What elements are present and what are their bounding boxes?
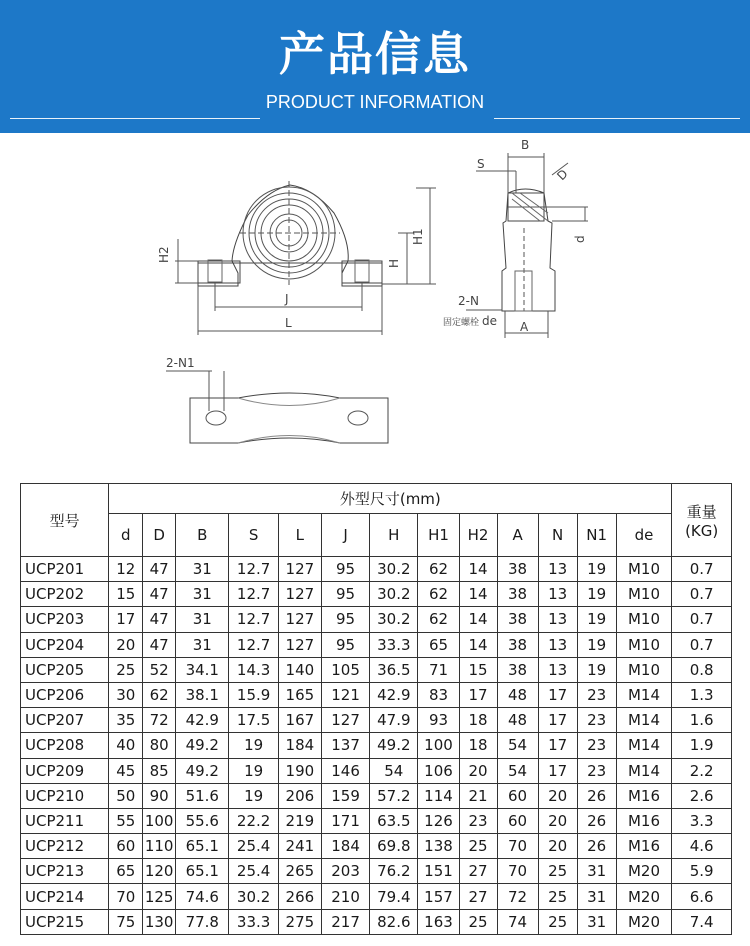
value-cell: 70	[109, 884, 143, 909]
value-cell: 151	[418, 859, 459, 884]
value-cell: 62	[418, 557, 459, 582]
value-cell: M14	[616, 733, 672, 758]
value-cell: 31	[176, 607, 229, 632]
page-subtitle: PRODUCT INFORMATION	[265, 92, 485, 112]
value-cell: 17	[538, 758, 577, 783]
model-cell: UCP207	[21, 708, 109, 733]
value-cell: 17	[538, 733, 577, 758]
value-cell: 22.2	[229, 808, 278, 833]
table-row	[21, 758, 732, 783]
column-header: S	[229, 514, 278, 557]
value-cell: 62	[418, 607, 459, 632]
value-cell: 26	[577, 834, 616, 859]
value-cell: 47	[143, 607, 176, 632]
column-header: L	[278, 514, 321, 557]
table-row	[21, 884, 732, 909]
value-cell: 210	[321, 884, 369, 909]
label-d: d	[573, 235, 587, 243]
label-l: L	[285, 316, 292, 330]
value-cell: 15	[459, 657, 497, 682]
value-cell: 25	[538, 884, 577, 909]
table-row	[21, 808, 732, 833]
value-cell: 203	[321, 859, 369, 884]
value-cell: 25	[538, 859, 577, 884]
weight-cell: 0.7	[672, 557, 732, 582]
divider-right	[494, 118, 740, 119]
value-cell: 83	[418, 682, 459, 707]
value-cell: 125	[143, 884, 176, 909]
value-cell: 25	[459, 834, 497, 859]
value-cell: 72	[143, 708, 176, 733]
value-cell: 13	[538, 582, 577, 607]
value-cell: M16	[616, 808, 672, 833]
value-cell: 15.9	[229, 682, 278, 707]
value-cell: 114	[418, 783, 459, 808]
value-cell: 27	[459, 859, 497, 884]
value-cell: 75	[109, 909, 143, 934]
column-header: N1	[577, 514, 616, 557]
value-cell: 74.6	[176, 884, 229, 909]
value-cell: 110	[143, 834, 176, 859]
value-cell: 20	[538, 783, 577, 808]
value-cell: 74	[497, 909, 538, 934]
value-cell: 146	[321, 758, 369, 783]
value-cell: 65	[109, 859, 143, 884]
value-cell: 25	[109, 657, 143, 682]
value-cell: 167	[278, 708, 321, 733]
value-cell: 54	[497, 758, 538, 783]
weight-cell: 4.6	[672, 834, 732, 859]
value-cell: M10	[616, 657, 672, 682]
value-cell: 95	[321, 582, 369, 607]
value-cell: 45	[109, 758, 143, 783]
value-cell: 31	[176, 632, 229, 657]
value-cell: 72	[497, 884, 538, 909]
value-cell: 19	[577, 632, 616, 657]
value-cell: 38	[497, 557, 538, 582]
model-cell: UCP214	[21, 884, 109, 909]
page-title: 产品信息	[279, 27, 471, 81]
value-cell: 34.1	[176, 657, 229, 682]
value-cell: 100	[418, 733, 459, 758]
technical-drawing	[0, 133, 750, 478]
label-h1: H1	[411, 228, 425, 245]
value-cell: 36.5	[370, 657, 418, 682]
header-weight	[672, 484, 732, 557]
value-cell: 120	[143, 859, 176, 884]
value-cell: 138	[418, 834, 459, 859]
value-cell: 19	[229, 758, 278, 783]
value-cell: 163	[418, 909, 459, 934]
value-cell: 65.1	[176, 859, 229, 884]
model-cell: UCP215	[21, 909, 109, 934]
value-cell: 20	[538, 808, 577, 833]
weight-cell: 1.3	[672, 682, 732, 707]
value-cell: 127	[278, 582, 321, 607]
value-cell: M16	[616, 834, 672, 859]
table-row	[21, 909, 732, 934]
label-2n1: 2-N1	[166, 356, 195, 370]
header-dimensions: 外型尺寸(mm)	[109, 484, 672, 514]
weight-cell: 2.6	[672, 783, 732, 808]
label-bolt: 固定螺栓	[443, 318, 480, 328]
value-cell: 26	[577, 808, 616, 833]
value-cell: 219	[278, 808, 321, 833]
value-cell: 38.1	[176, 682, 229, 707]
label-j: J	[285, 292, 289, 306]
table-row	[21, 733, 732, 758]
value-cell: 31	[176, 557, 229, 582]
value-cell: 62	[418, 582, 459, 607]
divider-left	[10, 118, 260, 119]
value-cell: 80	[143, 733, 176, 758]
value-cell: M20	[616, 884, 672, 909]
value-cell: 33.3	[229, 909, 278, 934]
label-s: S	[477, 157, 485, 171]
value-cell: 23	[577, 682, 616, 707]
column-header: A	[497, 514, 538, 557]
value-cell: 95	[321, 557, 369, 582]
value-cell: 47.9	[370, 708, 418, 733]
value-cell: 30.2	[370, 557, 418, 582]
column-header: de	[616, 514, 672, 557]
value-cell: 60	[497, 783, 538, 808]
column-header: d	[109, 514, 143, 557]
model-cell: UCP201	[21, 557, 109, 582]
table-row	[21, 859, 732, 884]
model-cell: UCP203	[21, 607, 109, 632]
value-cell: 31	[577, 884, 616, 909]
column-header: J	[321, 514, 369, 557]
value-cell: 17	[538, 682, 577, 707]
value-cell: 35	[109, 708, 143, 733]
value-cell: 27	[459, 884, 497, 909]
table-row	[21, 632, 732, 657]
value-cell: 71	[418, 657, 459, 682]
value-cell: 127	[278, 557, 321, 582]
value-cell: 38	[497, 657, 538, 682]
table-row	[21, 607, 732, 632]
value-cell: 65.1	[176, 834, 229, 859]
header-banner	[0, 0, 750, 133]
value-cell: 12.7	[229, 607, 278, 632]
value-cell: 14	[459, 632, 497, 657]
value-cell: 19	[577, 607, 616, 632]
value-cell: 19	[577, 657, 616, 682]
value-cell: M20	[616, 859, 672, 884]
weight-cell: 2.2	[672, 758, 732, 783]
value-cell: 33.3	[370, 632, 418, 657]
value-cell: 60	[109, 834, 143, 859]
table-row	[21, 682, 732, 707]
model-cell: UCP202	[21, 582, 109, 607]
value-cell: 121	[321, 682, 369, 707]
value-cell: 184	[321, 834, 369, 859]
column-header: B	[176, 514, 229, 557]
value-cell: 60	[497, 808, 538, 833]
value-cell: 26	[577, 783, 616, 808]
weight-cell: 1.6	[672, 708, 732, 733]
value-cell: 19	[577, 582, 616, 607]
spec-table	[20, 483, 732, 935]
value-cell: 266	[278, 884, 321, 909]
value-cell: 30	[109, 682, 143, 707]
value-cell: 127	[321, 708, 369, 733]
value-cell: 20	[538, 834, 577, 859]
value-cell: 30.2	[370, 607, 418, 632]
value-cell: 47	[143, 632, 176, 657]
value-cell: 69.8	[370, 834, 418, 859]
weight-cell: 0.8	[672, 657, 732, 682]
value-cell: 49.2	[176, 758, 229, 783]
side-view	[466, 153, 588, 338]
label-b: B	[521, 138, 530, 152]
value-cell: 38	[497, 607, 538, 632]
value-cell: M14	[616, 758, 672, 783]
column-header-row	[21, 514, 732, 557]
model-cell: UCP206	[21, 682, 109, 707]
value-cell: 159	[321, 783, 369, 808]
value-cell: 13	[538, 632, 577, 657]
value-cell: 265	[278, 859, 321, 884]
front-view	[175, 181, 436, 335]
value-cell: 38	[497, 632, 538, 657]
table-row	[21, 582, 732, 607]
table-row	[21, 783, 732, 808]
value-cell: 49.2	[370, 733, 418, 758]
value-cell: 127	[278, 607, 321, 632]
value-cell: 65	[418, 632, 459, 657]
value-cell: 70	[497, 859, 538, 884]
value-cell: 13	[538, 657, 577, 682]
value-cell: 23	[577, 708, 616, 733]
value-cell: 40	[109, 733, 143, 758]
value-cell: 55	[109, 808, 143, 833]
value-cell: 54	[370, 758, 418, 783]
column-header: H1	[418, 514, 459, 557]
column-header: H	[370, 514, 418, 557]
value-cell: 19	[229, 733, 278, 758]
label-2n: 2-N	[458, 294, 479, 308]
value-cell: 18	[459, 733, 497, 758]
value-cell: 70	[497, 834, 538, 859]
column-header: H2	[459, 514, 497, 557]
label-h2: H2	[157, 246, 171, 263]
value-cell: M10	[616, 557, 672, 582]
value-cell: 23	[459, 808, 497, 833]
column-header: D	[143, 514, 176, 557]
value-cell: 47	[143, 557, 176, 582]
value-cell: 93	[418, 708, 459, 733]
value-cell: 50	[109, 783, 143, 808]
model-cell: UCP204	[21, 632, 109, 657]
value-cell: 14	[459, 607, 497, 632]
value-cell: 18	[459, 708, 497, 733]
value-cell: 13	[538, 607, 577, 632]
value-cell: 47	[143, 582, 176, 607]
value-cell: 85	[143, 758, 176, 783]
value-cell: 52	[143, 657, 176, 682]
value-cell: 12	[109, 557, 143, 582]
value-cell: 14	[459, 582, 497, 607]
table-row	[21, 708, 732, 733]
value-cell: 95	[321, 632, 369, 657]
model-cell: UCP210	[21, 783, 109, 808]
weight-cell: 0.7	[672, 632, 732, 657]
model-cell: UCP205	[21, 657, 109, 682]
header-model: 型号	[21, 484, 109, 557]
value-cell: 130	[143, 909, 176, 934]
value-cell: 140	[278, 657, 321, 682]
value-cell: 21	[459, 783, 497, 808]
value-cell: 206	[278, 783, 321, 808]
label-D: D	[554, 166, 571, 184]
value-cell: 165	[278, 682, 321, 707]
value-cell: 63.5	[370, 808, 418, 833]
value-cell: 105	[321, 657, 369, 682]
value-cell: 25.4	[229, 834, 278, 859]
value-cell: 184	[278, 733, 321, 758]
value-cell: 15	[109, 582, 143, 607]
weight-cell: 3.3	[672, 808, 732, 833]
value-cell: 25	[459, 909, 497, 934]
value-cell: M14	[616, 682, 672, 707]
value-cell: 157	[418, 884, 459, 909]
value-cell: 190	[278, 758, 321, 783]
table-row	[21, 834, 732, 859]
value-cell: 48	[497, 708, 538, 733]
value-cell: 31	[577, 909, 616, 934]
value-cell: 106	[418, 758, 459, 783]
value-cell: 12.7	[229, 582, 278, 607]
value-cell: M20	[616, 909, 672, 934]
value-cell: 25	[538, 909, 577, 934]
value-cell: 95	[321, 607, 369, 632]
value-cell: 77.8	[176, 909, 229, 934]
value-cell: 79.4	[370, 884, 418, 909]
value-cell: M10	[616, 607, 672, 632]
value-cell: 42.9	[370, 682, 418, 707]
value-cell: 20	[459, 758, 497, 783]
label-de: de	[482, 314, 497, 328]
value-cell: 30.2	[229, 884, 278, 909]
value-cell: 13	[538, 557, 577, 582]
value-cell: 30.2	[370, 582, 418, 607]
weight-cell: 0.7	[672, 607, 732, 632]
value-cell: 76.2	[370, 859, 418, 884]
value-cell: M16	[616, 783, 672, 808]
value-cell: 217	[321, 909, 369, 934]
value-cell: 17.5	[229, 708, 278, 733]
value-cell: 17	[538, 708, 577, 733]
value-cell: 20	[109, 632, 143, 657]
value-cell: 171	[321, 808, 369, 833]
value-cell: 54	[497, 733, 538, 758]
value-cell: 31	[577, 859, 616, 884]
model-cell: UCP208	[21, 733, 109, 758]
value-cell: 62	[143, 682, 176, 707]
weight-cell: 1.9	[672, 733, 732, 758]
bearing-drawing-svg	[0, 133, 750, 478]
value-cell: 137	[321, 733, 369, 758]
weight-cell: 5.9	[672, 859, 732, 884]
value-cell: 19	[229, 783, 278, 808]
weight-cell: 0.7	[672, 582, 732, 607]
value-cell: 275	[278, 909, 321, 934]
value-cell: M10	[616, 582, 672, 607]
value-cell: 17	[109, 607, 143, 632]
value-cell: 127	[278, 632, 321, 657]
header-weight-label: 重量	[686, 502, 717, 521]
table-row	[21, 557, 732, 582]
value-cell: 38	[497, 582, 538, 607]
table-body	[21, 557, 732, 935]
value-cell: 14	[459, 557, 497, 582]
value-cell: 57.2	[370, 783, 418, 808]
model-cell: UCP213	[21, 859, 109, 884]
value-cell: 23	[577, 758, 616, 783]
value-cell: 82.6	[370, 909, 418, 934]
value-cell: 48	[497, 682, 538, 707]
value-cell: 55.6	[176, 808, 229, 833]
value-cell: 23	[577, 733, 616, 758]
value-cell: 14.3	[229, 657, 278, 682]
weight-cell: 6.6	[672, 884, 732, 909]
label-a: A	[520, 320, 529, 334]
model-cell: UCP212	[21, 834, 109, 859]
model-cell: UCP209	[21, 758, 109, 783]
value-cell: 17	[459, 682, 497, 707]
value-cell: 12.7	[229, 557, 278, 582]
value-cell: 126	[418, 808, 459, 833]
value-cell: 42.9	[176, 708, 229, 733]
value-cell: 241	[278, 834, 321, 859]
label-h: H	[387, 258, 401, 268]
header-weight-unit: (KG)	[685, 521, 719, 540]
value-cell: 100	[143, 808, 176, 833]
value-cell: 90	[143, 783, 176, 808]
value-cell: 31	[176, 582, 229, 607]
value-cell: 51.6	[176, 783, 229, 808]
weight-cell: 7.4	[672, 909, 732, 934]
value-cell: 19	[577, 557, 616, 582]
table-row	[21, 657, 732, 682]
value-cell: 25.4	[229, 859, 278, 884]
value-cell: M10	[616, 632, 672, 657]
column-header: N	[538, 514, 577, 557]
value-cell: 49.2	[176, 733, 229, 758]
value-cell: M14	[616, 708, 672, 733]
bottom-view	[166, 371, 388, 443]
value-cell: 12.7	[229, 632, 278, 657]
model-cell: UCP211	[21, 808, 109, 833]
